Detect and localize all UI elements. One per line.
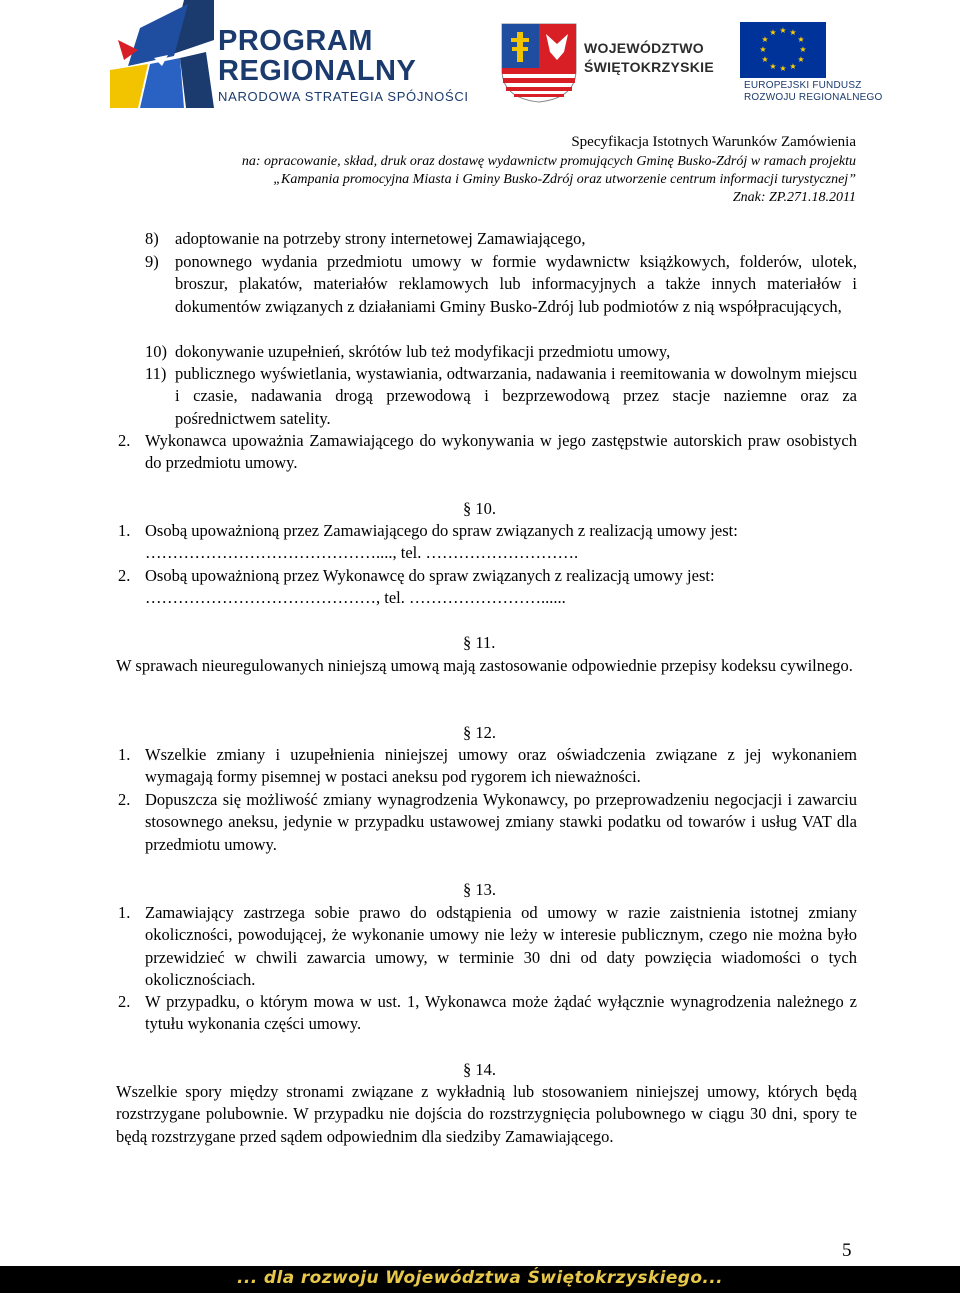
footer-slogan: ... dla rozwoju Województwa Świętokrzyskiego... (237, 1268, 723, 1288)
footer-bar (0, 1266, 960, 1293)
coat-of-arms-icon (500, 22, 578, 104)
fill-in-line: ……………………………………, tel. ……………………...... (145, 588, 566, 607)
program-regionalny-logo (110, 0, 490, 108)
list-item-number: 10) (145, 342, 167, 361)
section-heading-14: § 14. (463, 1060, 496, 1079)
paragraph-text: Wykonawca upoważnia Zamawiającego do wykonywania w jego zastępstwie autorskich praw osobistych do przedmiotu umowy. (145, 431, 857, 473)
logo-eu-line2: ROZWOJU REGIONALNEGO (744, 92, 883, 103)
list-item-number: 8) (145, 229, 159, 248)
paragraph-number: 1. (118, 521, 131, 540)
paragraph-text: Osobą upoważnioną przez Zamawiającego do spraw związanych z realizacją umowy jest: (145, 521, 738, 540)
paragraph-text: Zamawiający zastrzega sobie prawo do odstąpienia od umowy w razie zaistnienia istotnej zmiany okoliczności, powodującej, że wykonanie umowy nie leży w interesie publicznym, czego nie można było przewidzieć w chwili zawarcia umowy, w terminie 30 dni od daty powzięcia wiadomości o tych okolicznościach. (145, 903, 857, 990)
svg-text:★: ★ (797, 35, 805, 44)
list-item-text: publicznego wyświetlania, wystawiania, odtwarzania, nadawania i reemitowania w dowolnym miejscu i czasie, nadawania drogą przewodową i bezprzewodową przez stacje naziemne oraz za pośrednictwem satelity. (175, 364, 857, 428)
logo-region-line2: ŚWIĘTOKRZYSKIE (584, 59, 714, 75)
fill-in-line: ……………………………………...., tel. ………………………. (145, 543, 579, 562)
spec-title: Specyfikacja Istotnych Warunków Zamówienia (571, 134, 856, 150)
section-heading-10: § 10. (463, 499, 496, 518)
eu-fund-logo (740, 22, 883, 108)
svg-text:★: ★ (799, 45, 807, 54)
paragraph-number: 1. (118, 903, 131, 922)
svg-text:★: ★ (769, 28, 777, 37)
logo-program-line3: NARODOWA STRATEGIA SPÓJNOŚCI (218, 89, 469, 104)
section-heading-12: § 12. (463, 723, 496, 742)
svg-text:★: ★ (789, 62, 797, 71)
spec-reference-code: Znak: ZP.271.18.2011 (732, 190, 856, 205)
eu-flag-icon (740, 22, 826, 78)
logo-program-line1: PROGRAM (218, 25, 373, 57)
program-regionalny-emblem-icon (110, 0, 214, 108)
paragraph-number: 2. (118, 790, 131, 809)
paragraph-text: W przypadku, o którym mowa w ust. 1, Wykonawca może żądać wyłącznie wynagrodzenia należnego z tytułu wykonania części umowy. (145, 992, 857, 1034)
spec-subject-line: na: opracowanie, skład, druk oraz dostawę wydawnictw promujących Gminę Busko-Zdrój w ramach projektu (241, 154, 856, 169)
paragraph-text: Dopuszcza się możliwość zmiany wynagrodzenia Wykonawcy, po przeprowadzeniu negocjacji i zawarciu stosownego aneksu, jedynie w przypadku ustawowej zmiany stawki podatku od towarów i usług VAT dla przedmiotu umowy. (145, 790, 857, 854)
paragraph-number: 1. (118, 745, 131, 764)
list-item-text: dokonywanie uzupełnień, skrótów lub też modyfikacji przedmiotu umowy, (175, 342, 671, 361)
list-item-text: adoptowanie na potrzeby strony internetowej Zamawiającego, (175, 229, 586, 248)
paragraph-text: W sprawach nieuregulowanych niniejszą umową mają zastosowanie odpowiednie przepisy kodeksu cywilnego. (116, 656, 853, 675)
svg-text:★: ★ (759, 45, 767, 54)
paragraph-number: 2. (118, 566, 131, 585)
paragraph-text: Osobą upoważnioną przez Wykonawcę do spraw związanych z realizacją umowy jest: (145, 566, 715, 585)
section-heading-13: § 13. (463, 880, 496, 899)
wojewodztwo-swietokrzyskie-logo (500, 22, 714, 112)
svg-text:★: ★ (789, 28, 797, 37)
svg-text:★: ★ (769, 62, 777, 71)
list-item-number: 9) (145, 252, 159, 271)
svg-text:★: ★ (779, 26, 787, 35)
paragraph-text: Wszelkie spory między stronami związane z wykładnią lub stosowaniem niniejszej umowy, których będą rozstrzygane polubownie. W przypadku nie dojścia do rozstrzygnięcia polubownego w ciągu 30 dni, spory te będą rozstrzygane przed sądem odpowiednim dla siedziby Zamawiającego. (116, 1082, 857, 1146)
paragraph-number: 2. (118, 992, 131, 1011)
logo-program-line2: REGIONALNY (218, 55, 417, 87)
section-heading-11: § 11. (463, 633, 496, 652)
svg-text:★: ★ (761, 35, 769, 44)
logo-region-line1: WOJEWÓDZTWO (584, 40, 704, 56)
paragraph-text: Wszelkie zmiany i uzupełnienia niniejszej umowy oraz oświadczenia związane z jej wykonaniem wymagają formy pisemnej w postaci aneksu pod rygorem ich nieważności. (145, 745, 857, 787)
svg-text:★: ★ (761, 55, 769, 64)
page-number: 5 (842, 1240, 852, 1261)
list-item-text: ponownego wydania przedmiotu umowy w formie wydawnictw książkowych, folderów, ulotek, broszur, plakatów, materiałów reklamowych lub informacyjnych a także innych materiałów i dokumentów związanych z działaniami Gminy Busko-Zdrój lub podmiotów z nią współpracujących, (175, 252, 857, 316)
list-item-number: 11) (145, 364, 167, 383)
svg-text:★: ★ (779, 64, 787, 73)
logo-eu-line1: EUROPEJSKI FUNDUSZ (744, 80, 862, 91)
svg-text:★: ★ (797, 55, 805, 64)
paragraph-number: 2. (118, 431, 131, 450)
spec-project-line: „Kampania promocyjna Miasta i Gminy Busko-Zdrój oraz utworzenie centrum informacji turystycznej” (273, 172, 856, 187)
